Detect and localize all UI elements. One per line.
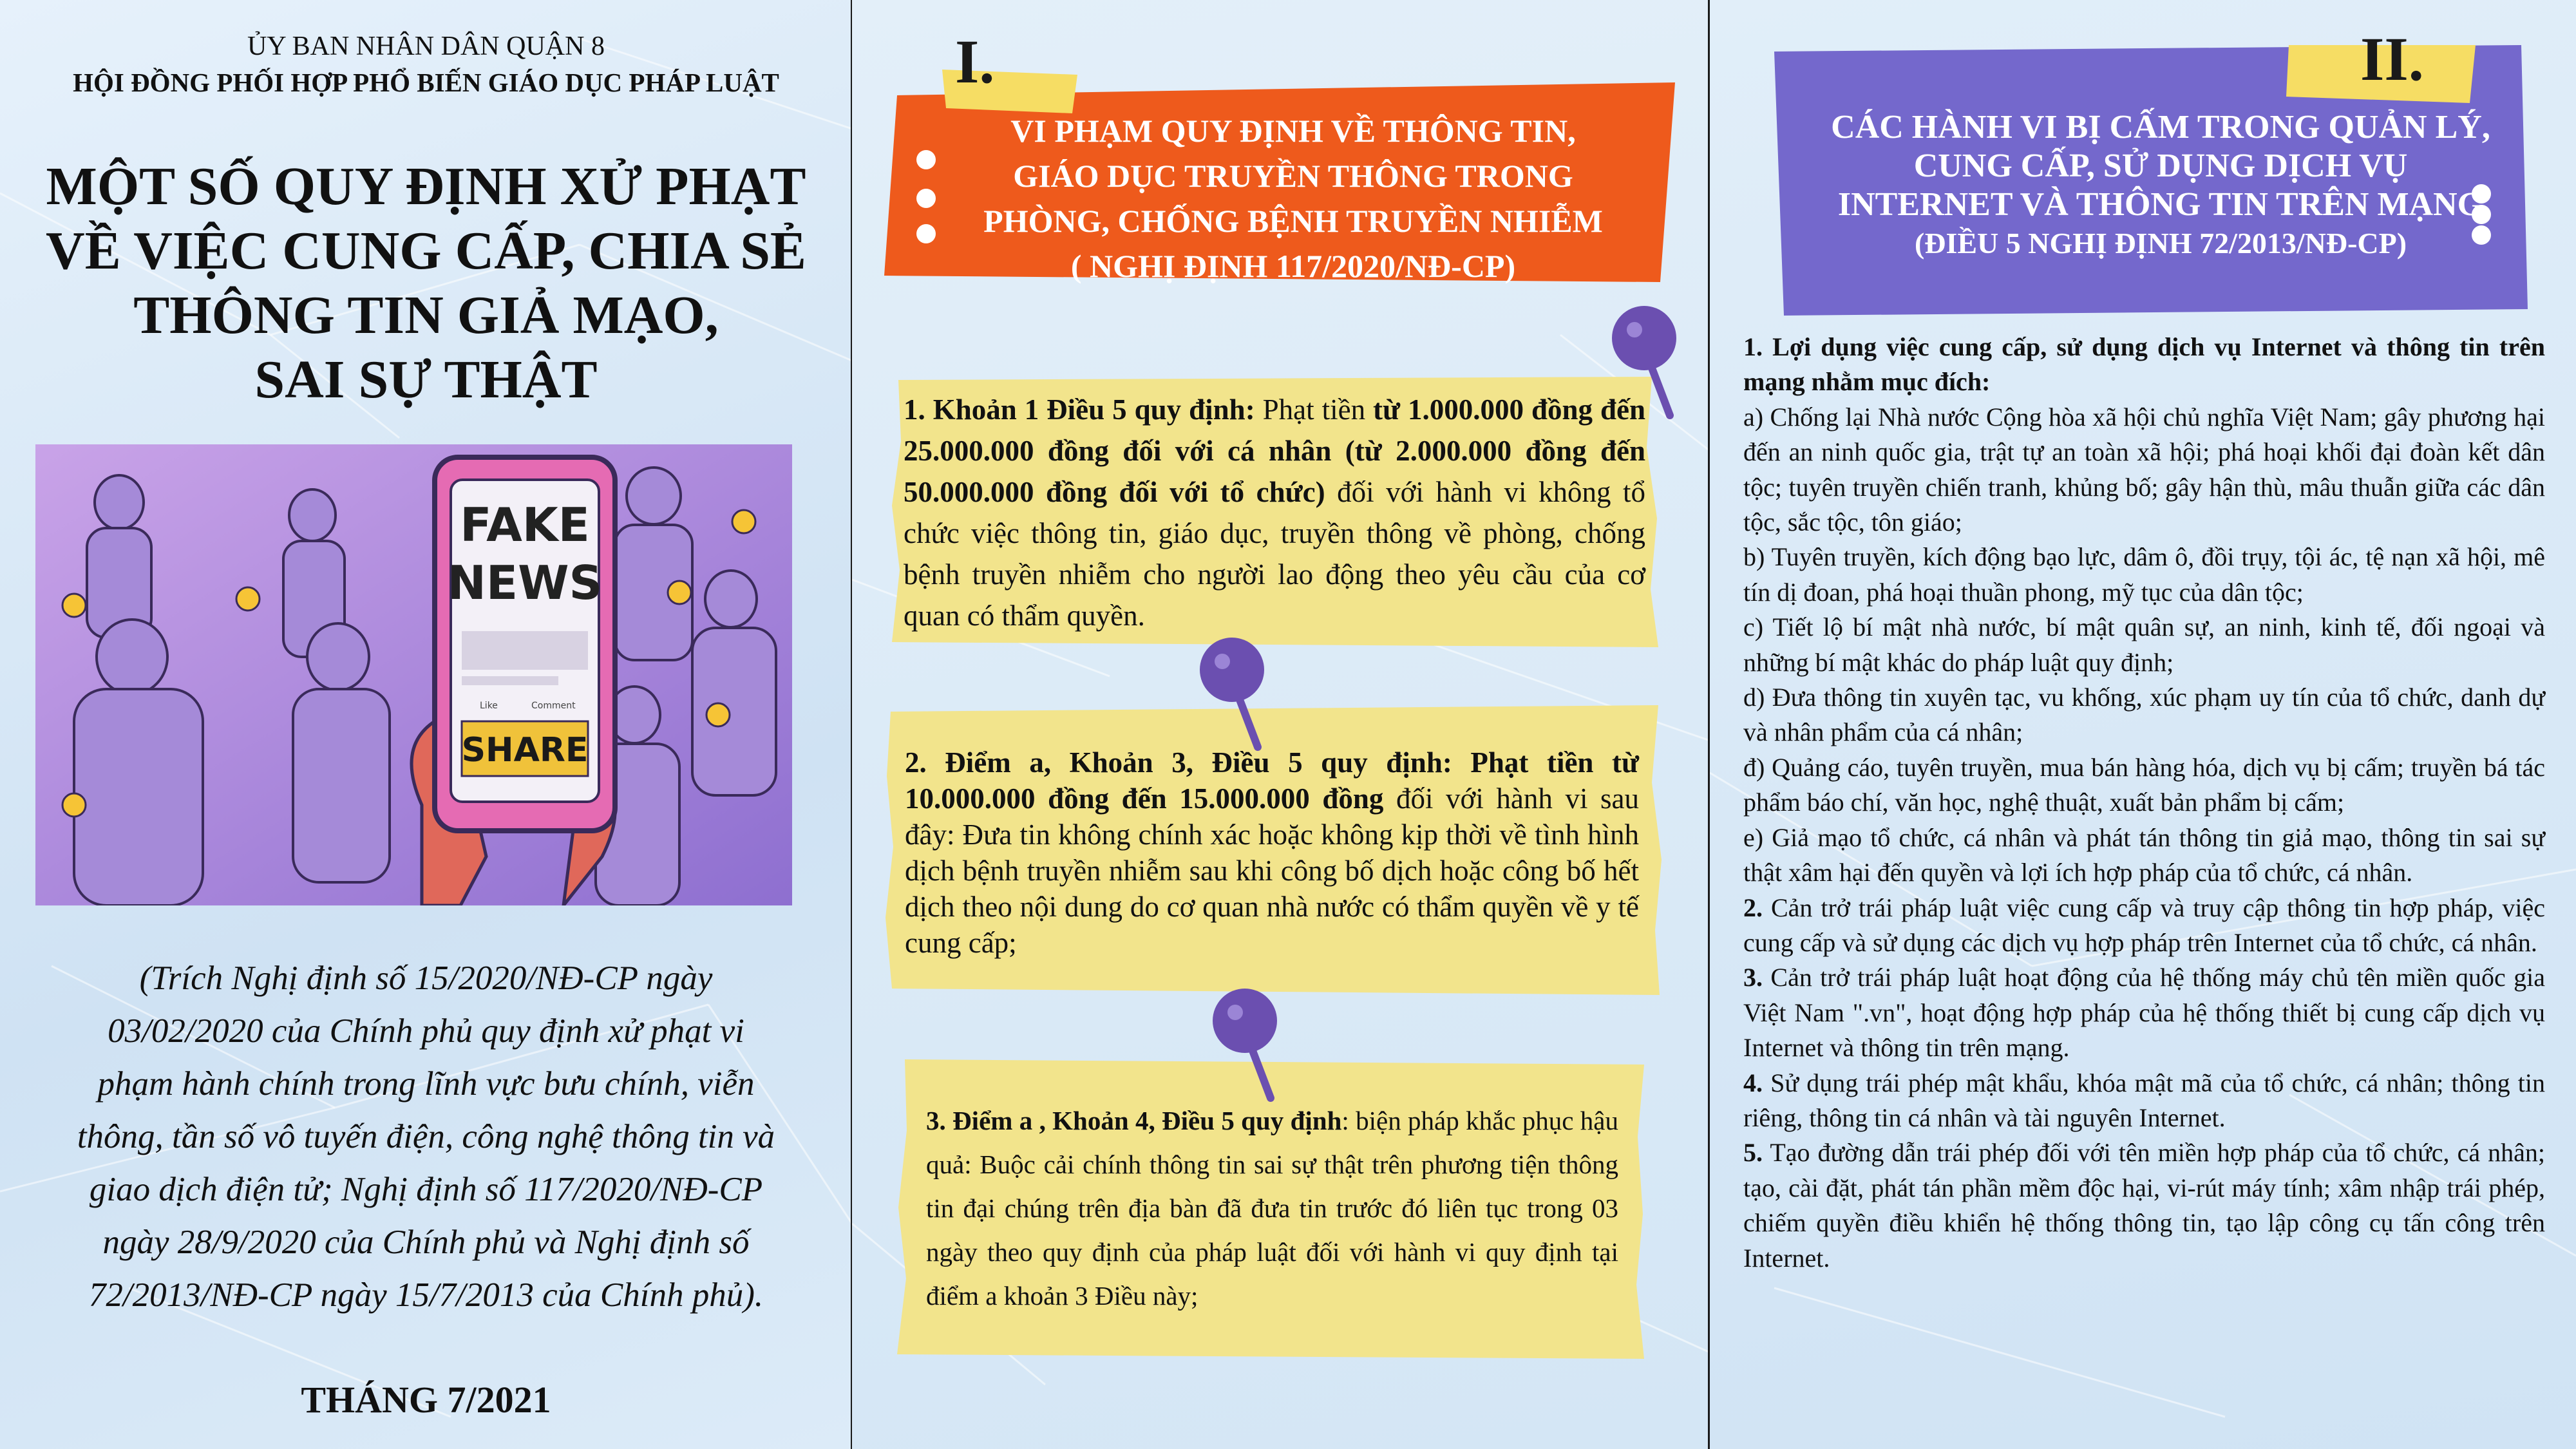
organization-name: ỦY BAN NHÂN DÂN QUẬN 8 xyxy=(247,32,605,61)
heading-line: (ĐIỀU 5 NGHỊ ĐỊNH 72/2013/NĐ-CP) xyxy=(1914,227,2407,260)
rule-1-body: Phạt tiền xyxy=(1255,393,1374,426)
rule-2-lead: 2. Điểm a, Khoản 3, Điều 5 quy định: Phạt tiền từ 10.000.000 đồng đến 15.000.000 đồng xyxy=(905,746,1639,815)
item-1c: c) Tiết lộ bí mật nhà nước, bí mật quân sự, an ninh, kinh tế, đối ngoại và những bí mật khác do pháp luật quy định; xyxy=(1743,612,2545,677)
item-2 xyxy=(1743,891,2545,961)
citation-line: ngày 28/9/2020 của Chính phủ và Nghị định số xyxy=(102,1224,750,1261)
section-one-panel xyxy=(852,0,1710,1449)
cover-panel xyxy=(0,0,852,1449)
phone-text-news: NEWS xyxy=(447,556,603,610)
heading-line: CUNG CẤP, SỬ DỤNG DỊCH VỤ xyxy=(1913,147,2408,184)
heading-line: ( NGHỊ ĐỊNH 117/2020/NĐ-CP) xyxy=(1070,248,1516,284)
item-2-number: 2. xyxy=(1743,893,1763,922)
item-1d: d) Đưa thông tin xuyên tạc, vu khống, xúc phạm uy tín của tổ chức, danh dự và nhân phẩm của cá nhân; xyxy=(1743,683,2545,747)
comment-label: Comment xyxy=(531,701,576,711)
publication-date: THÁNG 7/2021 xyxy=(301,1379,551,1421)
rule-3-lead: 3. Điểm a , Khoản 4, Điều 5 quy định xyxy=(926,1106,1342,1135)
heading-line: VI PHẠM QUY ĐỊNH VỀ THÔNG TIN, xyxy=(1010,113,1576,149)
fake-news-illustration xyxy=(35,444,792,905)
phone-text-fake: FAKE xyxy=(460,498,590,552)
item-2-text: Cản trở trái pháp luật việc cung cấp và truy cập thông tin hợp pháp, việc cung cấp và sử dụng các dịch vụ hợp pháp trên Internet của tổ chức, cá nhân. xyxy=(1743,893,2545,957)
dot xyxy=(916,189,936,208)
citation-line: 72/2013/NĐ-CP ngày 15/7/2013 của Chính phủ). xyxy=(88,1276,764,1314)
dot xyxy=(916,224,936,243)
rule-1-body-2: đối với hành vi không tổ chức việc thông tin, giáo dục, truyền thông về phòng, chống bệnh truyền nhiễm cho người lao động theo yêu cầu của cơ quan có thẩm quyền. xyxy=(904,476,1646,632)
title-line: MỘT SỐ QUY ĐỊNH XỬ PHẠT xyxy=(46,156,806,216)
item-5 xyxy=(1743,1135,2545,1276)
heading-line: CÁC HÀNH VI BỊ CẤM TRONG QUẢN LÝ, xyxy=(1831,109,2490,146)
title-line: SAI SỰ THẬT xyxy=(254,350,598,410)
item-5-number: 5. xyxy=(1743,1138,1763,1168)
like-label: Like xyxy=(480,701,498,711)
item-1dd: đ) Quảng cáo, tuyên truyền, mua bán hàng hóa, dịch vụ bị cấm; truyền bá tác phẩm báo chí, văn học, nghệ thuật, xuất bản phẩm bị cấm; xyxy=(1743,752,2545,817)
item-4 xyxy=(1743,1066,2545,1136)
citation-line: thông, tần số vô tuyến điện, công nghệ thông tin và xyxy=(77,1118,775,1155)
rule-1-fine: từ 1.000.000 đồng đến 25.000.000 đồng đối với cá nhân (từ 2.000.000 đồng đến 50.000.000 đồng đối với tổ chức) xyxy=(904,393,1645,508)
item-1a: a) Chống lại Nhà nước Cộng hòa xã hội chủ nghĩa Việt Nam; gây phương hại đến an ninh quốc gia, trật tự an toàn xã hội; phá hoại khối đại đoàn kết dân tộc; tuyên truyền chiến tranh, khủng bố; gây hận thù, mâu thuẫn giữa các dân tộc, sắc tộc, tôn giáo; xyxy=(1743,402,2545,537)
title-line: VỀ VIỆC CUNG CẤP, CHIA SẺ xyxy=(46,221,806,281)
item-3-number: 3. xyxy=(1743,963,1763,992)
share-text: SHARE xyxy=(461,731,589,770)
rule-1-text xyxy=(904,389,1645,636)
rule-3-body: : biện pháp khắc phục hậu quả: Buộc cải chính thông tin sai sự thật trên phương tiện thông tin đại chúng trên địa bàn đã đưa tin trước đó liên tục trong 03 ngày theo quy định của pháp luật đối với hành vi quy định tại điểm a khoản 3 Điều này; xyxy=(926,1106,1619,1311)
section-one-number: I. xyxy=(955,27,995,96)
dot xyxy=(916,150,936,169)
citation-line: phạm hành chính trong lĩnh vực bưu chính, viễn xyxy=(97,1065,755,1103)
item-3-text: Cản trở trái pháp luật hoạt động của hệ thống máy chủ tên miền quốc gia Việt Nam ".vn", hoạt động hợp pháp của hệ thống thiết bị cung cấp dịch vụ Internet và thông tin trên mạng. xyxy=(1743,963,2545,1063)
rule-2-body: đối với hành vi sau đây: Đưa tin không chính xác hoặc không kịp thời về tình hình dịch bệnh truyền nhiễm sau khi công bố dịch hoặc công bố hết dịch theo nội dung do cơ quan nhà nước có thẩm quyền về y tế cung cấp; xyxy=(905,782,1639,959)
phone-content-line xyxy=(462,676,558,685)
phone-content-block xyxy=(462,631,588,670)
rule-2-text xyxy=(905,744,1639,961)
item-5-text: Tạo đường dẫn trái phép đối với tên miền hợp pháp của tổ chức, cá nhân; tạo, cài đặt, phát tán phần mềm độc hại, vi-rút máy tính; xâm nhập trái phép, chiếm quyền điều khiển hệ thống thông tin, tạo lập công cụ tấn công trên Internet. xyxy=(1743,1138,2545,1273)
item-1e: e) Giả mạo tổ chức, cá nhân và phát tán thông tin giả mạo, thông tin sai sự thật xâm hại đến quyền và lợi ích hợp pháp của tổ chức, cá nhân. xyxy=(1743,822,2545,887)
citation-line: 03/02/2020 của Chính phủ quy định xử phạt vi xyxy=(108,1012,744,1050)
prohibited-acts-list xyxy=(1743,330,2545,1276)
section-one-heading xyxy=(971,108,1615,289)
citation-line: (Trích Nghị định số 15/2020/NĐ-CP ngày xyxy=(139,960,713,997)
rule-1-lead: 1. Khoản 1 Điều 5 quy định: xyxy=(904,393,1255,426)
rule-3-text xyxy=(926,1099,1618,1318)
title-line: THÔNG TIN GIẢ MẠO, xyxy=(133,285,719,345)
council-name: HỘI ĐỒNG PHỐI HỢP PHỔ BIẾN GIÁO DỤC PHÁP LUẬT xyxy=(73,68,779,97)
item-4-number: 4. xyxy=(1743,1068,1763,1097)
item-1b: b) Tuyên truyền, kích động bạo lực, dâm ô, đồi trụy, tội ác, tệ nạn xã hội, mê tín dị đoan, phá hoại thuần phong, mỹ tục của dân tộc; xyxy=(1743,542,2545,607)
section-two-heading xyxy=(1800,108,2521,263)
heading-line: INTERNET VÀ THÔNG TIN TRÊN MẠNG xyxy=(1837,186,2484,223)
heading-line: GIÁO DỤC TRUYỀN THÔNG TRONG xyxy=(1013,158,1573,194)
section-two-panel xyxy=(1710,0,2576,1449)
page-title xyxy=(26,155,826,412)
citation-line: giao dịch điện tử; Nghị định số 117/2020/NĐ-CP xyxy=(89,1171,763,1208)
pin-icon xyxy=(1200,985,1290,1108)
item-1-heading: 1. Lợi dụng việc cung cấp, sử dụng dịch vụ Internet và thông tin trên mạng nhằm mục đích: xyxy=(1743,332,2545,397)
legal-citation xyxy=(26,952,826,1321)
section-two-number: II. xyxy=(2360,24,2424,93)
pin-icon xyxy=(1187,634,1277,757)
heading-line: PHÒNG, CHỐNG BỆNH TRUYỀN NHIỄM xyxy=(983,203,1603,239)
item-3 xyxy=(1743,960,2545,1065)
item-4-text: Sử dụng trái phép mật khẩu, khóa mật mã của tổ chức, cá nhân; thông tin riêng, thông tin cá nhân và tài nguyên Internet. xyxy=(1743,1068,2545,1132)
